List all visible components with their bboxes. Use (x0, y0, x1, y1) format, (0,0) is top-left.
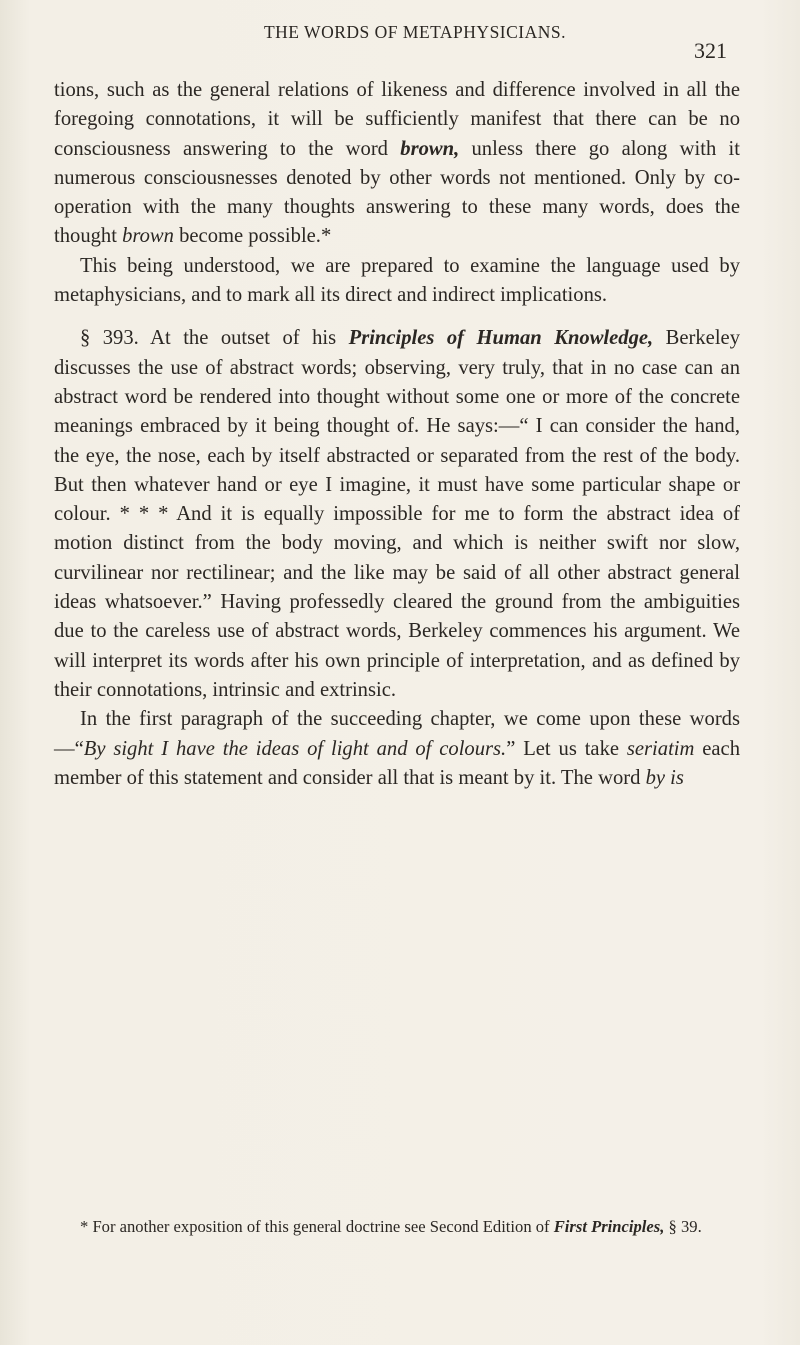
footnote: * For another exposition of this general doctrine see Second Edition of First Principles, § 39. (80, 1217, 702, 1236)
paragraph-transition: This being understood, we are prepared to examine the language used by metaphysicians, and to mark all its direct and indirect implications. (54, 254, 740, 307)
page-number: 321 (694, 38, 727, 63)
paragraph-section-393: § 393. At the outset of his Principles of Human Knowledge, Berkeley discusses the use of abstract words; observing, very truly, that in no case can an abstract word be rendered into thought without some one or more of the concrete meanings embraced by it being thought of. He says:—“ I can consider the hand, the eye, the nose, each by itself abstracted or separated from the rest of the body. But then whatever hand or eye I imagine, it must have some particular shape or colour. * * * And it is equally impossible for me to form the abstract idea of motion distinct from the body moving, and which is neither swift nor slow, curvilinear nor rectilinear; and the like may be said of all other abstract general ideas whatsoever.” Having professedly cleared the ground from the ambiguities due to the careless use of abstract words, Berkeley commences his argument. We will interpret its words after his own principle of interpretation, and as defined by their connotations, intrinsic and extrinsic. (54, 327, 740, 701)
paragraph-succeeding-chapter: In the first paragraph of the succeeding chapter, we come upon these words—“By sight I have the ideas of light and of colours.” Let us take seriatim each member of this statement and consider all that is meant by it. The word by is (54, 708, 740, 789)
body-text (54, 76, 740, 793)
running-head: THE WORDS OF METAPHYSICIANS. (263, 22, 567, 42)
paragraph-continuation: tions, such as the general relations of likeness and difference involved in all the foregoing connotations, it will be sufficiently manifest that there can be no consciousness answering to the word brown, unless there go along with it numerous consciousnesses denoted by other words not mentioned. Only by co-operation with the many thoughts answering to these many words, does the thought brown become possible.* (54, 79, 740, 248)
